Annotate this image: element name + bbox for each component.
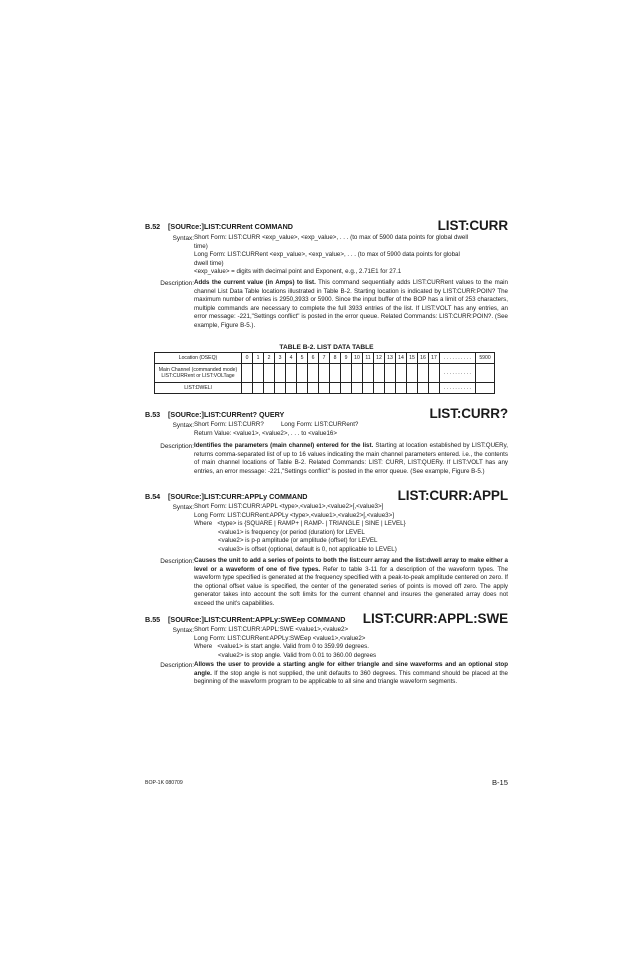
section-b52-header <box>145 216 508 232</box>
table-cell <box>363 364 374 383</box>
syntax-label: Syntax: <box>172 422 194 429</box>
table-cell: 17 <box>429 353 440 364</box>
section-title: [SOURce:]LIST:CURRent COMMAND <box>168 222 293 231</box>
description-paragraph <box>194 279 508 331</box>
table-cell <box>352 364 363 383</box>
table-cell <box>341 383 352 394</box>
footer-document-id: BOP-1K 080709 <box>145 780 183 786</box>
table-cell <box>286 364 297 383</box>
table-cell <box>286 383 297 394</box>
table-cell: 14 <box>396 353 407 364</box>
table-cell <box>407 364 418 383</box>
table-cell: 4 <box>286 353 297 364</box>
table-cell <box>297 364 308 383</box>
table-cell: 5900 <box>476 353 495 364</box>
syntax-line: Short Form: LIST:CURR? Long Form: LIST:CURRent? <box>194 421 359 428</box>
section-title: [SOURce:]LIST:CURRent? QUERY <box>168 410 285 419</box>
table-cell <box>476 383 495 394</box>
syntax-where-line: <value3> is offset (optional, default is 0, not applicable to LEVEL) <box>218 545 397 553</box>
table-row <box>155 353 495 364</box>
description-lead: Identifies the parameters (main channel) entered for the list. <box>194 442 374 449</box>
syntax-block <box>194 503 508 555</box>
description-lead: Causes the unit to add a series of points to both the list:curr array and the list:dwell array to make either a level or a waveform of one of five types. <box>194 557 508 573</box>
table-cell <box>396 364 407 383</box>
table-title: TABLE B-2. LIST DATA TABLE <box>279 344 374 351</box>
table-cell: 11 <box>363 353 374 364</box>
table-cell: 6 <box>308 353 319 364</box>
command-heading: LIST:CURR:APPL:SWE <box>362 611 508 626</box>
description-paragraph <box>194 661 508 687</box>
section-title: [SOURce:]LIST:CURRent:APPLy:SWEep COMMAND <box>168 615 346 624</box>
syntax-line: Return Value: <value1>, <value2>, . . . to <value16> <box>194 429 337 437</box>
footer-page-number: B-15 <box>491 778 508 787</box>
table-cell <box>253 364 264 383</box>
table-cell <box>363 383 374 394</box>
table-cell: 8 <box>330 353 341 364</box>
description-text: Refer to table 3-11 for a description of the waveform types. The waveform type specified is generated at the frequency specified with a peak-to-peak amplitude centered on zero. If the optional offset value is specified, the center of the generated series of points is moved off zero. The apply generator takes into account the soft limits for the current channel and insures the generated array does not exceed the unit's capabilities. <box>194 565 508 607</box>
table-cell <box>297 383 308 394</box>
table-header-cell: LIST:DWELl <box>155 383 242 394</box>
section-b55-header <box>145 609 508 625</box>
section-title: [SOURce:]LIST:CURR:APPLy COMMAND <box>168 492 308 501</box>
description-lead: Allows the user to provide a starting angle for either triangle and sine waveforms and an optional stop angle. <box>194 661 508 677</box>
command-heading: LIST:CURR? <box>429 406 508 421</box>
syntax-line: Short Form: LIST:CURR <exp_value>, <exp_value>, . . . (to max of 5900 data points for global dwell <box>194 234 469 241</box>
table-cell <box>264 383 275 394</box>
table-cell: 15 <box>407 353 418 364</box>
table-cell: 3 <box>275 353 286 364</box>
table-row <box>155 364 495 383</box>
table-cell <box>330 383 341 394</box>
syntax-line: Long Form: LIST:CURRent <exp_value>, <exp_value>, . . . (to max of 5900 data points for global <box>194 251 460 259</box>
table-cell <box>352 383 363 394</box>
section-number: B.55 <box>145 615 161 624</box>
syntax-where-line: <value1> is frequency (or period (duration) for LEVEL <box>218 528 365 536</box>
table-cell <box>341 364 352 383</box>
table-cell: 1 <box>253 353 264 364</box>
table-cell <box>319 364 330 383</box>
table-cell <box>330 364 341 383</box>
syntax-label: Syntax: <box>172 627 194 634</box>
table-cell <box>253 383 264 394</box>
list-data-table <box>154 352 495 394</box>
description-lead: Adds the current value (in Amps) to list. <box>194 279 316 286</box>
command-heading: LIST:CURR <box>437 218 508 233</box>
description-label: Description: <box>160 280 194 287</box>
table-cell <box>319 383 330 394</box>
table-cell <box>476 364 495 383</box>
table-cell <box>275 383 286 394</box>
table-cell <box>308 364 319 383</box>
table-cell <box>374 383 385 394</box>
syntax-where-line: <value2> is stop angle. Valid from 0.01 to 360.00 degrees <box>218 651 377 659</box>
table-cell: 16 <box>418 353 429 364</box>
table-cell <box>407 383 418 394</box>
syntax-line: Short Form: LIST:CURR:APPL:SWE <value1>,<value2> <box>194 626 349 633</box>
table-cell: 10 <box>352 353 363 364</box>
table-cell <box>429 364 440 383</box>
table-cell <box>385 383 396 394</box>
table-cell: . . . . . . . . . . <box>440 353 476 364</box>
table-cell: 0 <box>242 353 253 364</box>
syntax-line: Long Form: LIST:CURRent:APPLy:SWEep <value1>,<value2> <box>194 634 366 642</box>
table-cell: 13 <box>385 353 396 364</box>
description-text: If the stop angle is not supplied, the unit defaults to 360 degrees. This command should be placed at the beginning of the waveform program to be applicable to all sine and triangle waveform segments. <box>194 669 508 686</box>
table-header-cell: Main Channel (commanded mode) LIST:CURRent or LIST:VOLTage <box>155 364 242 383</box>
command-heading: LIST:CURR:APPL <box>397 488 508 503</box>
section-number: B.52 <box>145 222 161 231</box>
syntax-line: time) <box>194 242 208 250</box>
table-row <box>155 383 495 394</box>
syntax-label: Syntax: <box>172 504 194 511</box>
table-cell <box>396 383 407 394</box>
description-paragraph <box>194 557 508 609</box>
section-number: B.53 <box>145 410 161 419</box>
table-cell <box>308 383 319 394</box>
syntax-label: Syntax: <box>172 235 194 242</box>
table-cell <box>418 364 429 383</box>
syntax-line: Long Form: LIST:CURRent:APPLy <type>,<value1>,<value2>[,<value3>] <box>194 511 394 519</box>
table-cell: 12 <box>374 353 385 364</box>
section-b54-header <box>145 486 508 502</box>
table-cell <box>242 364 253 383</box>
description-label: Description: <box>160 558 194 565</box>
table-cell <box>385 364 396 383</box>
table-cell <box>242 383 253 394</box>
table-cell <box>264 364 275 383</box>
description-label: Description: <box>160 662 194 669</box>
syntax-where-line: <value2> is p-p amplitude (or amplitude (offset) for LEVEL <box>218 537 378 545</box>
section-b53-header <box>145 404 508 420</box>
table-cell: 9 <box>341 353 352 364</box>
syntax-block <box>194 626 508 660</box>
syntax-block <box>194 421 508 438</box>
description-paragraph <box>194 442 508 476</box>
table-cell: . . . . . . . . . . <box>440 383 476 394</box>
table-cell: . . . . . . . . . . <box>440 364 476 383</box>
syntax-line: Short Form: LIST:CURR:APPL <type>,<value1>,<value2>[,<value3>] <box>194 503 384 510</box>
section-number: B.54 <box>145 492 161 501</box>
syntax-line: dwell time) <box>194 259 224 267</box>
description-text: This command sequentially adds LIST:CURRent values to the main channel List Data Table locations illustrated in Table B-2. Starting location is indicated by LIST:CURR:POIN? The maximum number of entries is 2950,3933 or 5900. Since the input buffer of the BOP has a limit of 253 characters, multiple commands are necessary to complete the full 3933 entries of the list. If LIST:VOLT has any entries, an error message: -221,"Settings conflict" is posted in the error queue. Related Commands: LIST:CURR:POIN?. (See example, Figure B-5.). <box>194 279 508 329</box>
syntax-line: Where <type> is {SQUARE | RAMP+ | RAMP- | TRIANGLE | SINE | LEVEL} <box>194 520 406 528</box>
table-cell <box>374 364 385 383</box>
description-text: Starting at location established by LIST:QUERy, returns comma-separated list of up to 16 values indicating the main channel parameters entered. i.e., the contents of main channel locations of Table B-2. Related Commands: LIST: CURR, LIST:QUERy. If LIST:VOLT has any entries, an error message: -221,"Settings conflict" is posted in the error queue. (See example, Figure B-5.) <box>194 442 508 475</box>
table-cell <box>275 364 286 383</box>
table-cell: 5 <box>297 353 308 364</box>
syntax-line: <exp_value> = digits with decimal point and Exponent, e.g., 2.71E1 for 27.1 <box>194 268 402 276</box>
table-cell: 2 <box>264 353 275 364</box>
table-cell <box>418 383 429 394</box>
description-label: Description: <box>160 443 194 450</box>
table-cell <box>429 383 440 394</box>
syntax-block <box>194 234 508 277</box>
table-cell: 7 <box>319 353 330 364</box>
table-header-cell: Location (DSEQ) <box>155 353 242 364</box>
syntax-line: Where <value1> is start angle. Valid from 0 to 359.99 degrees. <box>194 643 369 651</box>
